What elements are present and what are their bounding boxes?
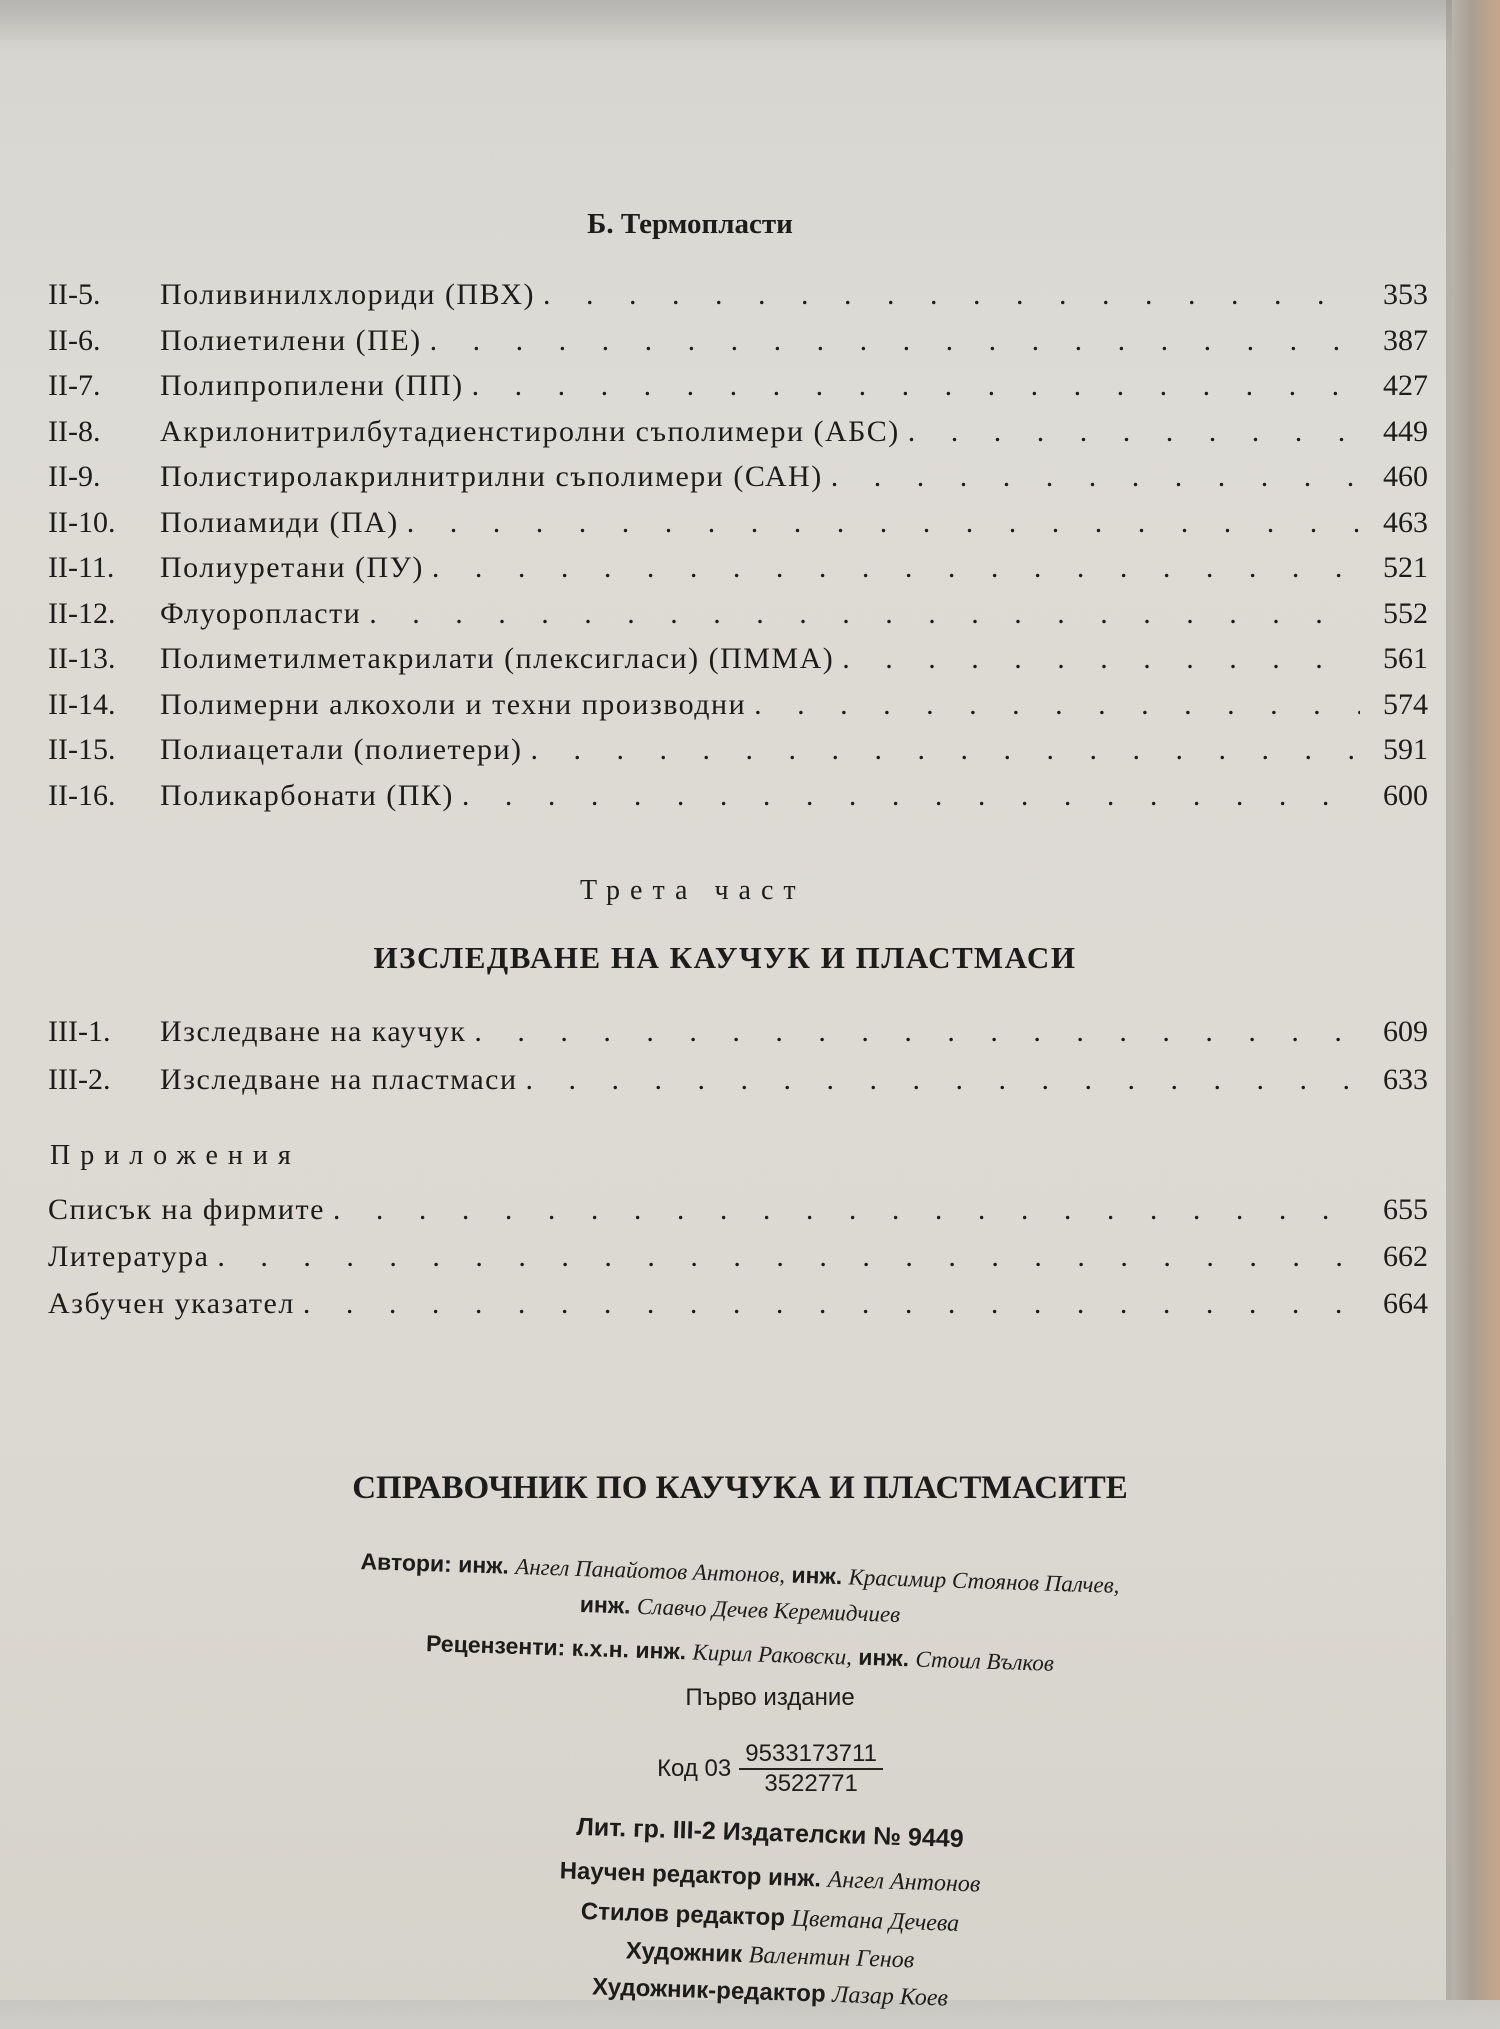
- entry-page: 664: [1383, 1287, 1428, 1320]
- code: [0, 1740, 1480, 1798]
- entry-title: Полимерни алкохоли и техни производни: [160, 687, 747, 721]
- toc-entry: [48, 369, 1428, 409]
- entry-number: II-12.: [48, 596, 116, 630]
- entry-page: 521: [1383, 551, 1428, 584]
- entry-number: II-5.: [48, 278, 101, 311]
- entry-title: Списък на фирмите: [48, 1193, 325, 1226]
- toc-entry: [48, 506, 1428, 546]
- author: Красимир Стоянов Палчев,: [848, 1564, 1120, 1598]
- section-heading: Б. Термопласти: [587, 208, 793, 240]
- entry-page: 552: [1383, 596, 1428, 630]
- part-heading: ИЗСЛЕДВАНЕ НА КАУЧУК И ПЛАСТМАСИ: [373, 940, 1077, 975]
- leader-dots: [543, 278, 1360, 312]
- entry-title: Полипропилени (ПП): [160, 369, 464, 402]
- toc-entry: [48, 1287, 1428, 1327]
- entry-page: 591: [1383, 733, 1428, 766]
- entry-title: Акрилонитрилбутадиенстиролни съполимери (АБС): [160, 414, 900, 448]
- leader-dots: [526, 1063, 1360, 1097]
- entry-title: Полиамиди (ПА): [160, 505, 399, 539]
- leader-dots: [333, 1193, 1360, 1227]
- entry-page: 427: [1383, 369, 1428, 402]
- toc-entry: [48, 460, 1428, 500]
- reviewer: Кирил Раковски,: [692, 1639, 853, 1670]
- entry-page: 561: [1383, 642, 1428, 675]
- author: Славчо Дечев Керемидчиев: [636, 1593, 901, 1628]
- leader-dots: [369, 597, 1360, 631]
- appendices-label: Приложения: [50, 1140, 301, 1171]
- leader-dots: [754, 688, 1360, 722]
- author: Ангел Панайотов Антонов,: [514, 1553, 786, 1588]
- entry-title: Литература: [48, 1240, 210, 1273]
- toc-entry: [48, 597, 1428, 637]
- authors-label: Автори: инж.: [360, 1548, 510, 1579]
- entry-title: Полиуретани (ПУ): [160, 551, 424, 584]
- entry-number: III-2.: [48, 1063, 111, 1096]
- role-label: Художник: [625, 1937, 743, 1969]
- entry-title: Полиметилметакрилати (плексигласи) (ПММА): [160, 642, 835, 675]
- role-label: Художник-редактор: [591, 1973, 827, 2008]
- reviewer: Стоил Вълков: [915, 1646, 1055, 1676]
- entry-number: II-16.: [48, 778, 116, 812]
- leader-dots: [407, 506, 1360, 540]
- code-denominator: 3522771: [764, 1770, 858, 1797]
- entry-page: 460: [1383, 460, 1428, 493]
- entry-title: Флуоропласти: [160, 596, 362, 630]
- entry-title: Полиацетали (полиетери): [160, 733, 523, 766]
- leader-dots: [908, 415, 1360, 449]
- leader-dots: [430, 324, 1360, 358]
- code-numerator: 9533173711: [739, 1740, 883, 1770]
- entry-title: Изследване на каучук: [160, 1015, 467, 1048]
- role-label: Научен редактор инж.: [559, 1857, 822, 1893]
- toc-entry: [48, 324, 1428, 364]
- toc-entry: [48, 733, 1428, 773]
- person-name: Цветана Дечева: [791, 1905, 960, 1937]
- toc-entry: [48, 688, 1428, 728]
- role-label: Стилов редактор: [580, 1898, 786, 1932]
- book-title: СПРАВОЧНИК ПО КАУЧУКА И ПЛАСТМАСИТЕ: [352, 1470, 1128, 1506]
- leader-dots: [462, 779, 1360, 813]
- entry-page: 353: [1383, 278, 1428, 311]
- toc-entry: [48, 1193, 1428, 1233]
- person-name: Лазар Коев: [831, 1981, 949, 2012]
- entry-title: Полистиролакрилнитрилни съполимери (САН): [160, 460, 823, 493]
- entry-number: II-14.: [48, 687, 116, 721]
- toc-entry: [48, 1240, 1428, 1280]
- leader-dots: [474, 1015, 1360, 1049]
- entry-number: II-10.: [48, 505, 116, 539]
- leader-dots: [842, 642, 1360, 676]
- entry-number: II-6.: [48, 323, 101, 357]
- entry-page: 609: [1383, 1015, 1428, 1048]
- entry-page: 662: [1383, 1240, 1428, 1273]
- toc-entry: [48, 278, 1428, 318]
- page-shadow: [0, 0, 1500, 40]
- person-name: Ангел Антонов: [827, 1866, 981, 1898]
- reviewers-label: Рецензенти: к.х.н. инж.: [425, 1630, 687, 1665]
- entry-title: Поликарбонати (ПК): [160, 778, 454, 812]
- entry-number: II-8.: [48, 414, 101, 448]
- toc-entry: [48, 415, 1428, 455]
- leader-dots: [303, 1287, 1360, 1321]
- entry-title: Поливинилхлориди (ПВХ): [160, 278, 536, 311]
- entry-number: II-13.: [48, 642, 116, 675]
- title-abbr: инж.: [579, 1590, 631, 1619]
- person-name: Валентин Генов: [748, 1942, 915, 1974]
- title-abbr: инж.: [857, 1643, 910, 1672]
- entry-title: Полиетилени (ПЕ): [160, 323, 422, 357]
- leader-dots: [531, 733, 1360, 767]
- toc-entry: [48, 1015, 1428, 1055]
- entry-title: Азбучен указател: [48, 1287, 295, 1320]
- lit-group: Лит. гр. III-2 Издателски № 9449: [575, 1812, 965, 1854]
- leader-dots: [217, 1240, 1360, 1274]
- entry-page: 574: [1383, 687, 1428, 721]
- edition: Първо издание: [685, 1684, 855, 1711]
- entry-number: II-7.: [48, 369, 101, 402]
- entry-number: II-15.: [48, 733, 116, 766]
- toc-entry: [48, 551, 1428, 591]
- toc-entry: [48, 1063, 1428, 1103]
- entry-title: Изследване на пластмаси: [160, 1063, 518, 1096]
- toc-entry: [48, 779, 1428, 819]
- entry-page: 387: [1383, 323, 1428, 357]
- entry-number: III-1.: [48, 1015, 111, 1048]
- entry-page: 449: [1383, 414, 1428, 448]
- entry-number: II-11.: [48, 551, 115, 584]
- entry-page: 655: [1383, 1193, 1428, 1226]
- part-label: Трета част: [580, 875, 806, 906]
- toc-entry: [48, 642, 1428, 682]
- entry-page: 633: [1383, 1063, 1428, 1096]
- entry-number: II-9.: [48, 460, 101, 493]
- leader-dots: [472, 369, 1360, 403]
- entry-page: 463: [1383, 505, 1428, 539]
- leader-dots: [432, 551, 1360, 585]
- code-label: Код 03: [657, 1755, 732, 1782]
- leader-dots: [831, 460, 1360, 494]
- title-abbr: инж.: [791, 1561, 843, 1590]
- entry-page: 600: [1383, 778, 1428, 812]
